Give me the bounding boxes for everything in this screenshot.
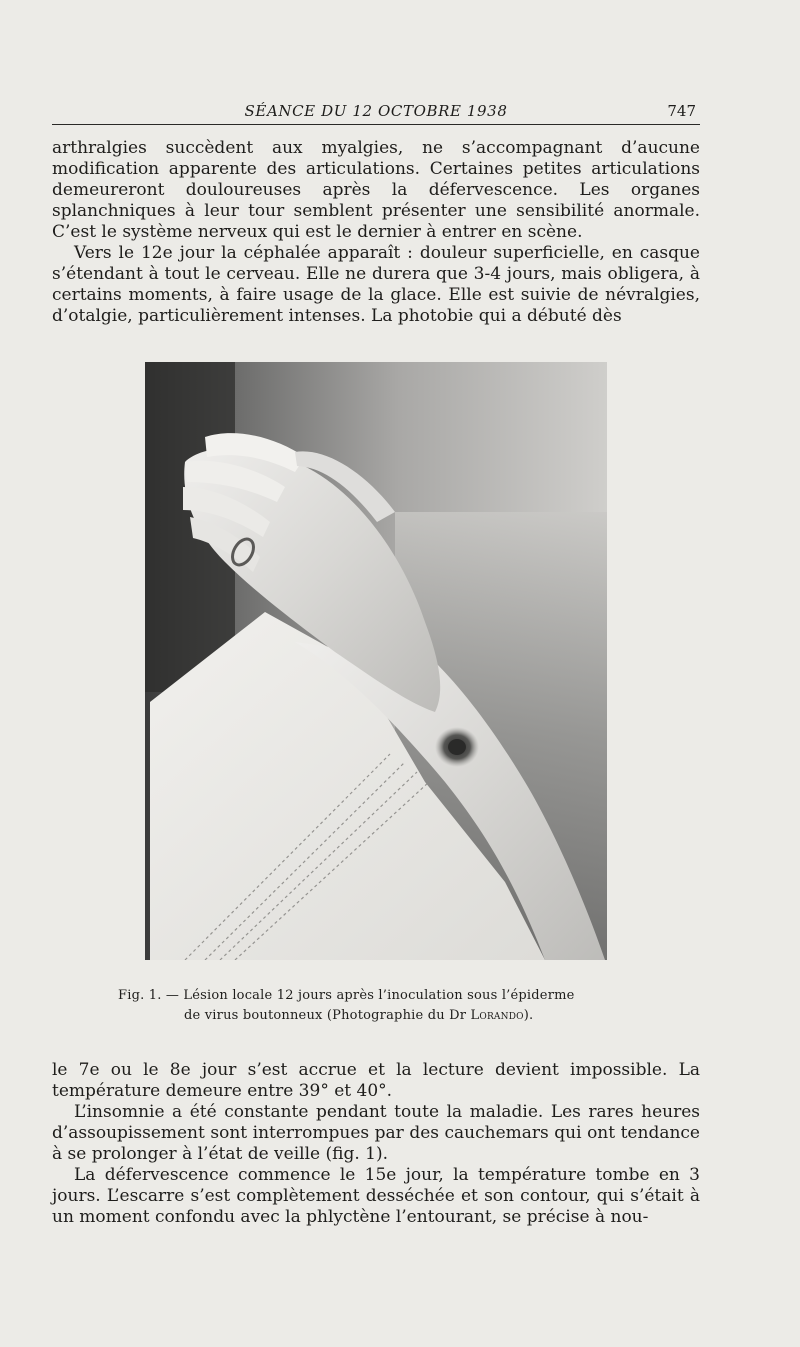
photograph-hand-lesion [145, 362, 607, 960]
paragraph: La défervescence commence le 15e jour, la température tombe en 3 jours. L’escarre s’est complètement desséchée et son contour, qui s’était à un moment confondu avec la phlyctène l’entourant, se précise à nou- [52, 1165, 700, 1227]
paragraph: Vers le 12e jour la céphalée apparaît : douleur superficielle, en casque s’étendant à tout le cerveau. Elle ne durera que 3-4 jours, mais obligera, à certains moments, à faire usage de la glace. Elle est suivie de névralgies, d’otalgie, particulièrement intenses. La photobie qui a débuté dès [52, 243, 700, 326]
page-number: 747 [667, 102, 696, 120]
paragraph: L’insomnie a été constante pendant toute la maladie. Les rares heures d’assoupissement sont interrompues par des cauchemars qui ont tendance à se prolonger à l’état de veille (fig. 1). [52, 1102, 700, 1164]
running-title: SÉANCE DU 12 OCTOBRE 1938 [244, 102, 508, 120]
caption-line-2 [118, 1006, 678, 1026]
figure-caption [118, 986, 678, 1026]
photographer-name: Lorando [470, 1008, 524, 1023]
caption-text: de virus boutonneux (Photographie du Dr [184, 1008, 471, 1023]
body-text-top [52, 138, 700, 327]
paragraph: arthralgies succèdent aux myalgies, ne s’accompagnant d’aucune modification apparente des articulations. Certaines petites articulations demeureront douloureuses après la défervescence. Les organes splanchniques à leur tour semblent présenter une sensibilité anormale. C’est le système nerveux qui est le dernier à entrer en scène. [52, 138, 700, 242]
caption-line-1: Fig. 1. — Lésion locale 12 jours après l’inoculation sous l’épiderme [118, 988, 575, 1003]
paragraph: le 7e ou le 8e jour s’est accrue et la lecture devient impossible. La température demeure entre 39° et 40°. [52, 1060, 700, 1101]
running-head [52, 100, 700, 125]
caption-text-end: ). [523, 1008, 534, 1023]
figure-photograph [145, 362, 607, 960]
body-text-bottom [52, 1060, 700, 1228]
